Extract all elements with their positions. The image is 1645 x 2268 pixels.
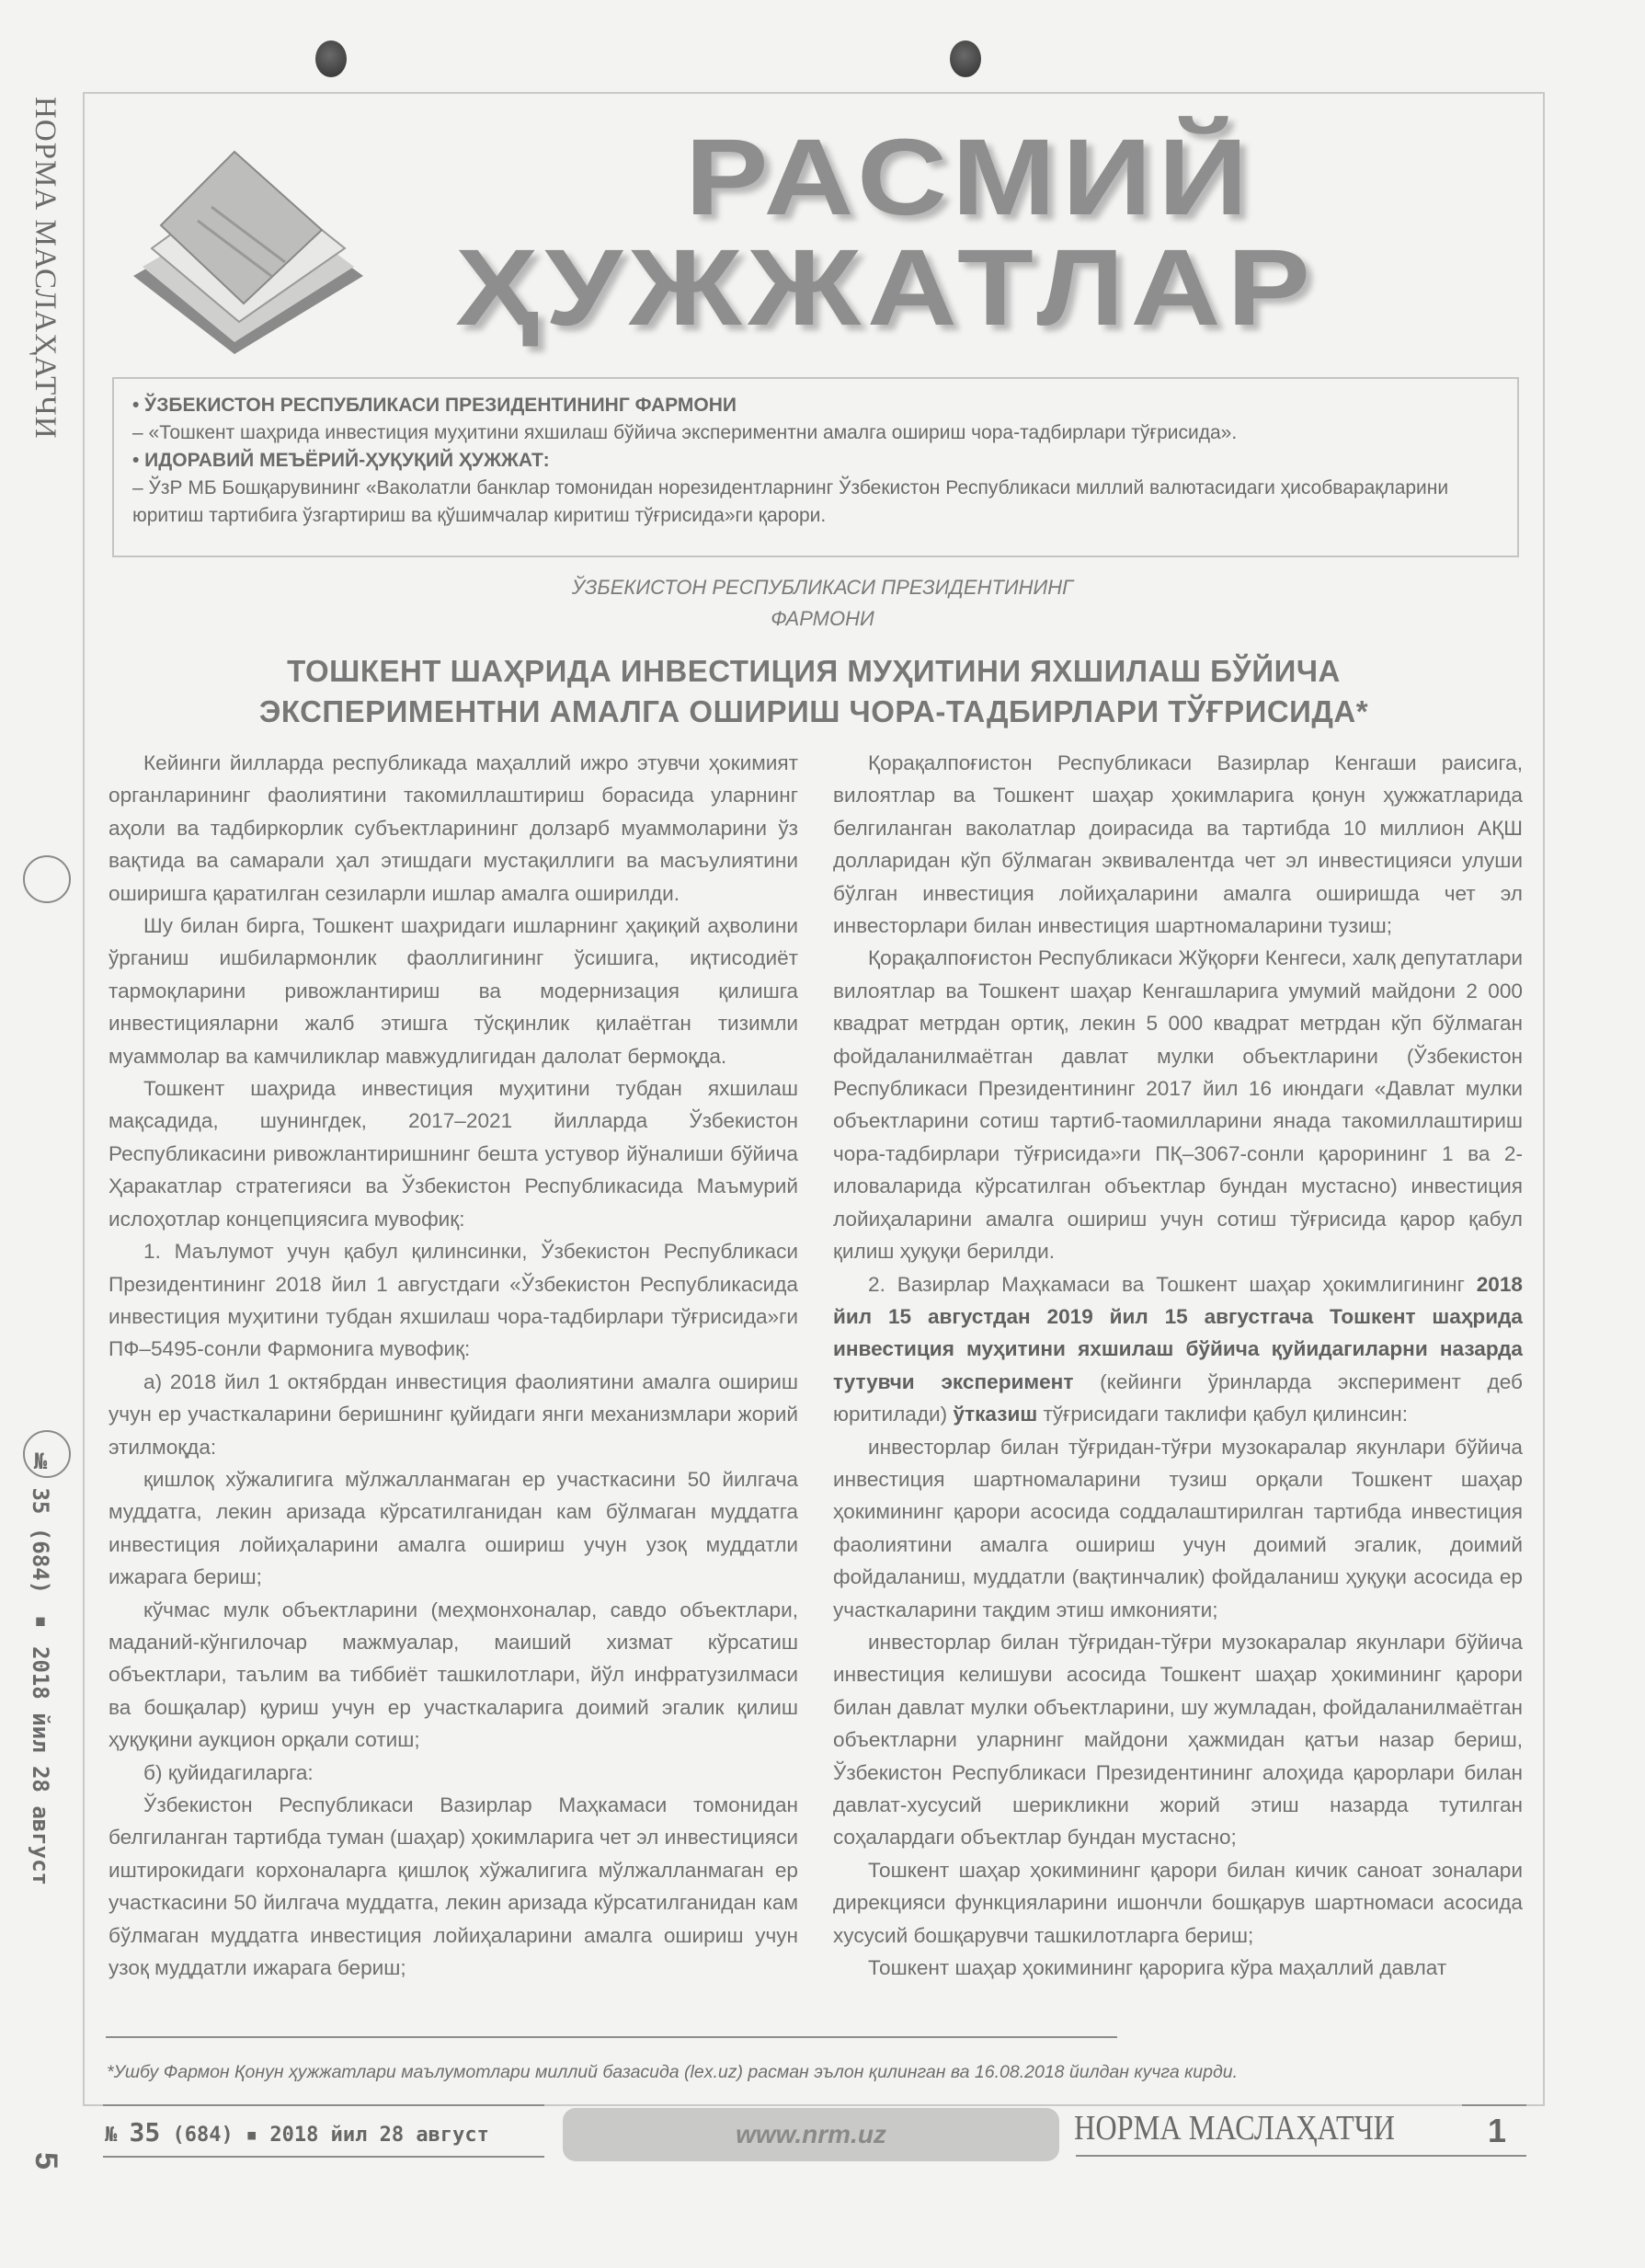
text: Қорақалпоғистон Республикаси Жўқорғи Кенгеси, халқ депутатлари вилоятлар ва Тошкент шаҳар Кенгашларига умумий майдони 2 000 квадрат метрдан ортиқ, лекин 5 000 квадрат метрдан кўп бўлмаган фойдаланилмаётган давлат мулки объектларини (Ўзбекистон Республикаси Президентининг 2017 йил 16 июндаги «Давлат мулки объектларини сотиш тартиб-таомилларини янада такомиллаштириш чора-тадбирлари тўғрисида»ги ПҚ–3067-сонли қарорининг 1 ва 2-иловаларида кўрсатилган объектлар бундан мустасно) инвестиция лойиҳаларини амалга ошириш учун сотиш тўғрисида қарор қабул қилиш ҳуқуқи берилди.	[833, 946, 1523, 1264]
footer-issue-date: (684) ▪ 2018 йил 28 август	[172, 2124, 489, 2147]
text: 1. Маълумот учун қабул қилинсинки, Ўзбекистон Республикаси Президентининг 2018 йил 1 августдаги «Ўзбекистон Республикасида инвестиция муҳитини тубдан яхшилаш чора-тадбирлари тўғрисида»ги ПФ–5495-сонли Фармонига мувофиқ:	[109, 1240, 798, 1361]
paragraph	[833, 1854, 1523, 1952]
paragraph	[109, 910, 798, 1072]
punch-hole	[315, 40, 347, 77]
paragraph	[833, 1626, 1523, 1854]
summary-item: – «Тошкент шаҳрида инвестиция муҳитини яхшилаш бўйича экспериментни амалга ошириш чора-тадбирлари тўғрисида».	[132, 422, 1238, 443]
footer-issue-number: 35	[129, 2117, 161, 2148]
text: Ўзбекистон Республикаси Вазирлар Маҳкамаси томонидан белгиланган тартибда туман (шаҳар) ҳокимларига чет эл инвестицияси иштирокидаги корхоналарга қишлоқ хўжалигига мўлжалланмаган ер участкасини 50 йилгача муддатга, лекин аризада кўрсатилганидан кам бўлмаган муддатга инвестиция лойиҳаларини амалга ошириш учун узоқ муддатли ижарага бериш;	[109, 1793, 798, 1980]
paragraph	[109, 1594, 798, 1757]
bold-text: ўтказиш	[953, 1403, 1038, 1426]
contents-summary-box	[112, 377, 1519, 557]
punch-hole	[950, 40, 981, 77]
issuer-line: ЎЗБЕКИСТОН РЕСПУБЛИКАСИ ПРЕЗИДЕНТИНИНГ	[571, 576, 1074, 599]
summary-heading: • ЎЗБЕКИСТОН РЕСПУБЛИКАСИ ПРЕЗИДЕНТИНИНГ ФАРМОНИ	[132, 395, 737, 416]
paragraph	[833, 1431, 1523, 1626]
footer-page-number: 1	[1488, 2112, 1507, 2149]
text: (кейинги ўринларда эксперимент деб юритилади)	[833, 1369, 1523, 1426]
text: қишлоқ хўжалигига мўлжалланмаган ер участкасини 50 йилгача муддатга, лекин аризада кўрсатилганидан кам бўлмаган муддатга инвестиция лойиҳаларини амалга ошириш учун узоқ муддатли ижарага бериш;	[109, 1467, 798, 1589]
text: инвесторлар билан тўғридан-тўғри музокаралар якунлари бўйича инвестиция келишуви асосида Тошкент шаҳар ҳокимининг қарори билан давлат мулки объектларини, шу жумладан, фойдаланилмаётган объектларни уларнинг майдони ҳажмидан қатъи назар бериш, Ўзбекистон Республикаси Президентининг алоҳида қарорлари билан давлат-хусусий шерикликни жорий этиш назарда тутилган соҳалардаги объектлар бундан мустасно;	[833, 1630, 1523, 1850]
paragraph	[833, 747, 1523, 942]
margin-publication-title: НОРМА МАСЛАҲАТЧИ	[29, 97, 62, 440]
margin-page-number: 5	[29, 2152, 63, 2170]
website-link[interactable]: www.nrm.uz	[563, 2108, 1059, 2161]
text: Кейинги йилларда республикада маҳаллий ижро этувчи ҳокимият органларининг фаолиятини такомиллаштириш борасида уларнинг аҳоли ва тадбиркорлик субъектларининг долзарб муаммоларини ўз вақтида ва самарали ҳал этишдаги мустақиллиги ва масъулиятини оширишга қаратилган сезиларли ишлар амалга оширилди.	[109, 751, 798, 905]
paragraph	[109, 1463, 798, 1594]
text: Қорақалпоғистон Республикаси Вазирлар Кенгаши раисига, вилоятлар ва Тошкент шаҳар ҳокимларига қонун ҳужжатларида белгиланган ваколатлар доирасида ва тартибда 10 миллион АҚШ долларидан кўп бўлмаган эквивалентда чет эл инвестицияси улуши бўлган инвестиция лойиҳаларини амалга оширишда чет эл инвесторлари билан инвестиция шартномаларини тузиш;	[833, 751, 1523, 938]
paragraph	[109, 1366, 798, 1463]
paragraph	[109, 1072, 798, 1235]
footnote: *Ушбу Фармон Қонун ҳужжатлари маълумотлари миллий базасида (lex.uz) расман эълон қилинган ва 16.08.2018 йилдан кучга кирди.	[107, 2062, 1239, 2082]
footnote-divider	[106, 2036, 1117, 2038]
footer-rule	[1462, 2104, 1526, 2106]
document-title-line: ЭКСПЕРИМЕНТНИ АМАЛГА ОШИРИШ ЧОРА-ТАДБИРЛАРИ ТЎҒРИСИДА*	[258, 694, 1369, 728]
margin-issue-info: № 35 (684) ▪ 2018 йил 28 август	[28, 1449, 53, 1886]
left-text-column	[109, 747, 798, 1984]
section-title-line2: ҲУЖЖАТЛАР	[455, 227, 1317, 349]
paragraph	[109, 1757, 798, 1789]
document-title-line: ТОШКЕНТ ШАҲРИДА ИНВЕСТИЦИЯ МУҲИТИНИ ЯХШИЛАШ БЎЙИЧА	[287, 654, 1341, 688]
text: Тошкент шаҳар ҳокимининг қарори билан кичик саноат зоналари дирекцияси функцияларини ишончли бошқарув шартномаси асосида хусусий бошқарувчи ташкилотларга бериш;	[833, 1858, 1523, 1947]
document-title	[92, 651, 1536, 732]
paragraph	[109, 1235, 798, 1366]
text: Тошкент шаҳрида инвестиция муҳитини тубдан яхшилаш мақсадида, шунингдек, 2017–2021 йилларда Ўзбекистон Республикасини ривожлантиришнинг бешта устувор йўналиши бўйича Ҳаракатлар стратегияси ва Ўзбекистон Республикасида Маъмурий ислоҳотлар концепциясига мувофиқ:	[109, 1077, 798, 1231]
bold-text: 2018 йил 15 августдан 2019 йил 15 августгача Тошкент шаҳрида инвестиция муҳитини яхшилаш бўйича қуйидагиларни назарда тутувчи эксперимент	[833, 1272, 1523, 1393]
text: 2. Вазирлар Маҳкамаси ва Тошкент шаҳар ҳокимлигининг	[868, 1272, 1477, 1296]
summary-item: – ЎзР МБ Бошқарувининг «Ваколатли банклар томонидан норезидентларнинг Ўзбекистон Республикаси миллий валютасидаги ҳисобварақларини юритиш тартибига ўзгартириш ва қўшимчалар киритиш тўғрисида»ги қарори.	[132, 477, 1449, 526]
text: инвесторлар билан тўғридан-тўғри музокаралар якунлари бўйича инвестиция шартномаларини тузиш орқали Тошкент шаҳар ҳокимининг қарори асосида соддалаштирилган тартибда инвестиция фаолиятини амалга ошириш учун доимий эгалик, доимий фойдаланиш, муддатли (вақтинчалик) фойдаланиш ҳуқуқи асосида ер участкаларини тақдим этиш имконияти;	[833, 1435, 1523, 1621]
paragraph	[109, 1789, 798, 1984]
margin-circle	[23, 855, 71, 903]
paragraph	[833, 942, 1523, 1267]
summary-heading: • ИДОРАВИЙ МЕЪЁРИЙ-ҲУҚУҚИЙ ҲУЖЖАТ:	[132, 450, 550, 471]
footer-issue-prefix: №	[105, 2124, 118, 2147]
document-folder-icon	[124, 138, 372, 368]
text: а) 2018 йил 1 октябрдан инвестиция фаолиятини амалга ошириш учун ер участкаларини беришнинг қуйидаги янги механизмлари жорий этилмоқда:	[109, 1369, 798, 1459]
footer-issue-info	[105, 2117, 489, 2148]
text: тўғрисидаги таклифи қабул қилинсин:	[1037, 1403, 1409, 1426]
text: Шу билан бирга, Тошкент шаҳридаги ишларнинг ҳақиқий аҳволини ўрганиш ишбилармонлик фаоллигининг ўсишига, иқтисодиёт тармоқларини ривожлантириш ва модернизация қилишга инвестицияларни жалб этишга тўсқинлик қилаётган тизимли муаммолар ва камчиликлар мавжудлигидан далолат бермоқда.	[109, 914, 798, 1068]
paragraph	[109, 747, 798, 910]
footer-rule	[1076, 2155, 1526, 2157]
footer-rule	[103, 2156, 544, 2158]
text: кўчмас мулк объектларини (меҳмонхоналар, савдо объектлари, маданий-кўнгилочар мажмуалар, маиший хизмат кўрсатиш объектлари, таълим ва тиббиёт ташкилотлари, йўл инфратузилмаси ва бошқалар) қуриш учун ер участкаларига доимий эгалик қилиш ҳуқуқини аукцион орқали сотиш;	[109, 1598, 798, 1752]
footer-brand: НОРМА МАСЛАҲАТЧИ	[1074, 2109, 1396, 2148]
paragraph	[833, 1952, 1523, 1984]
issuer-line: ФАРМОНИ	[771, 607, 874, 630]
text: Тошкент шаҳар ҳокимининг қарорига кўра маҳаллий давлат	[868, 1956, 1447, 1980]
paragraph	[833, 1268, 1523, 1431]
text: б) қуйидагиларга:	[143, 1760, 314, 1784]
section-title-line1: РАСМИЙ	[685, 117, 1254, 238]
footer-rule	[103, 2104, 544, 2106]
right-text-column	[833, 747, 1523, 1984]
